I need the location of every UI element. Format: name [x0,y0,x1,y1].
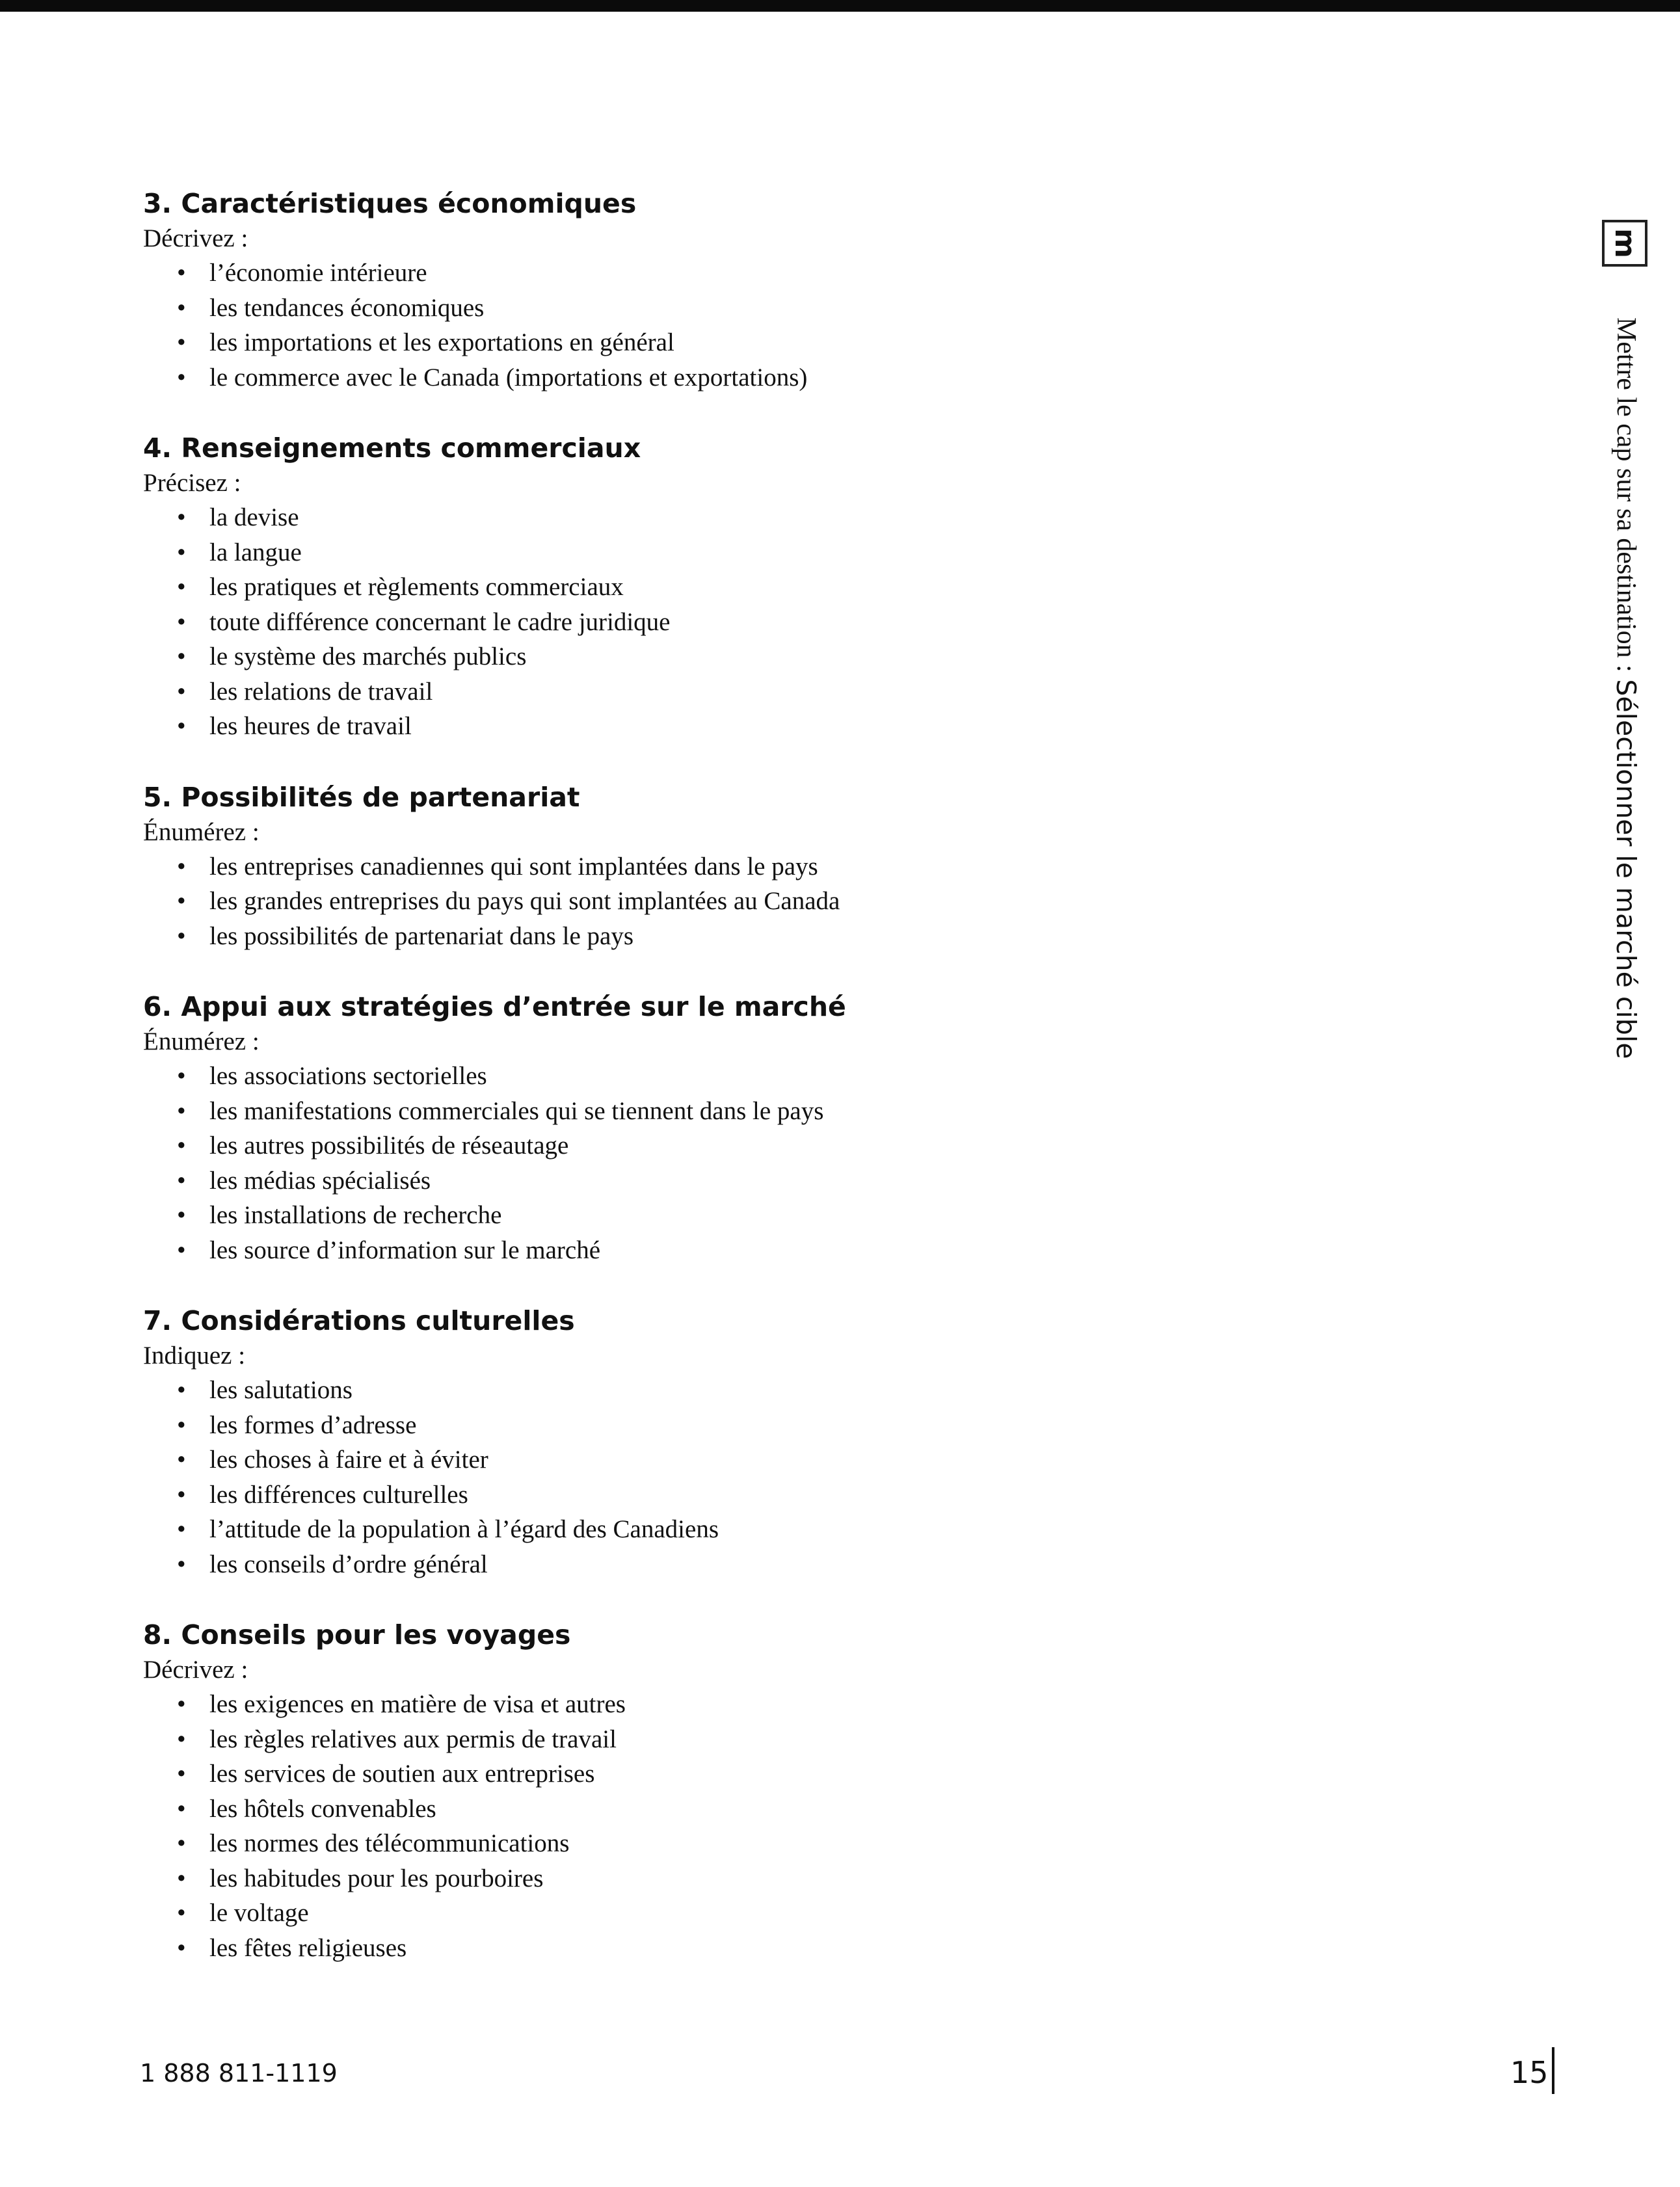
section-title: 8. Conseils pour les voyages [143,1619,571,1650]
running-title-part1: Mettre le cap sur sa destination : [1611,317,1641,680]
bullet-list [143,256,1509,395]
section-title: 6. Appui aux stratégies d’entrée sur le marché [143,991,846,1022]
top-scan-border [0,0,1680,12]
section-title: 4. Renseignements commerciaux [143,432,641,464]
list-item: • les heures de travail [177,709,1509,744]
list-item: • les normes des télécommunications [177,1826,1509,1861]
page-number-bar [1552,2047,1554,2094]
chapter-logo-letter: m [1608,228,1642,258]
list-item: • les conseils d’ordre général [177,1547,1509,1582]
list-item: • les tendances économiques [177,291,1509,326]
list-item: • l’attitude de la population à l’égard des Canadiens [177,1512,1509,1547]
list-item: • les relations de travail [177,674,1509,709]
list-item: • les entreprises canadiennes qui sont implantées dans le pays [177,849,1509,884]
chapter-logo-icon [1602,220,1647,267]
page-number: 15 [1510,2055,1549,2090]
bullet-list [143,1059,1509,1267]
list-item: • l’économie intérieure [177,256,1509,291]
list-item: • les associations sectorielles [177,1059,1509,1094]
section-title: 3. Caractéristiques économiques [143,188,637,219]
list-item: • les formes d’adresse [177,1408,1509,1443]
list-item: • la langue [177,535,1509,570]
section [143,779,1509,954]
running-title-part2: Sélectionner le marché cible [1610,679,1642,1059]
bullet-list [143,500,1509,744]
bullet-list [143,849,1509,954]
list-item: • les services de soutien aux entreprises [177,1756,1509,1792]
list-item: • les pratiques et règlements commerciaux [177,570,1509,605]
list-item: • les choses à faire et à éviter [177,1442,1509,1478]
list-item: • les source d’information sur le marché [177,1233,1509,1268]
section [143,430,1509,744]
section-intro: Décrivez : [143,224,248,252]
footer-phone: 1 888 811-1119 [140,2059,338,2088]
section-intro: Décrivez : [143,1656,248,1684]
list-item: • les règles relatives aux permis de travail [177,1722,1509,1757]
list-item: • les médias spécialisés [177,1163,1509,1199]
bullet-list [143,1687,1509,1965]
section [143,1617,1509,1965]
list-item: • les habitudes pour les pourboires [177,1861,1509,1896]
list-item: • la devise [177,500,1509,535]
list-item: • les hôtels convenables [177,1792,1509,1827]
list-item: • les différences culturelles [177,1478,1509,1513]
list-item: • les autres possibilités de réseautage [177,1128,1509,1163]
bullet-list [143,1373,1509,1582]
section [143,1303,1509,1582]
list-item: • les salutations [177,1373,1509,1408]
page-content [143,185,1509,2000]
list-item: • les grandes entreprises du pays qui sont implantées au Canada [177,884,1509,919]
list-item: • les installations de recherche [177,1198,1509,1233]
section-title: 5. Possibilités de partenariat [143,781,580,813]
list-item: • les manifestations commerciales qui se tiennent dans le pays [177,1094,1509,1129]
section-intro: Indiquez : [143,1342,246,1370]
list-item: • les exigences en matière de visa et autres [177,1687,1509,1722]
list-item: • le voltage [177,1896,1509,1931]
list-item: • les importations et les exportations en général [177,325,1509,360]
list-item: • le commerce avec le Canada (importations et exportations) [177,360,1509,395]
list-item: • les possibilités de partenariat dans le pays [177,919,1509,954]
section-intro: Énumérez : [143,1027,260,1055]
section-intro: Précisez : [143,469,241,497]
list-item: • le système des marchés publics [177,639,1509,674]
section-title: 7. Considérations culturelles [143,1305,575,1336]
section-intro: Énumérez : [143,817,260,846]
running-title [1610,317,1642,1059]
section [143,988,1509,1267]
section [143,185,1509,395]
list-item: • les fêtes religieuses [177,1931,1509,1966]
list-item: • toute différence concernant le cadre juridique [177,605,1509,640]
